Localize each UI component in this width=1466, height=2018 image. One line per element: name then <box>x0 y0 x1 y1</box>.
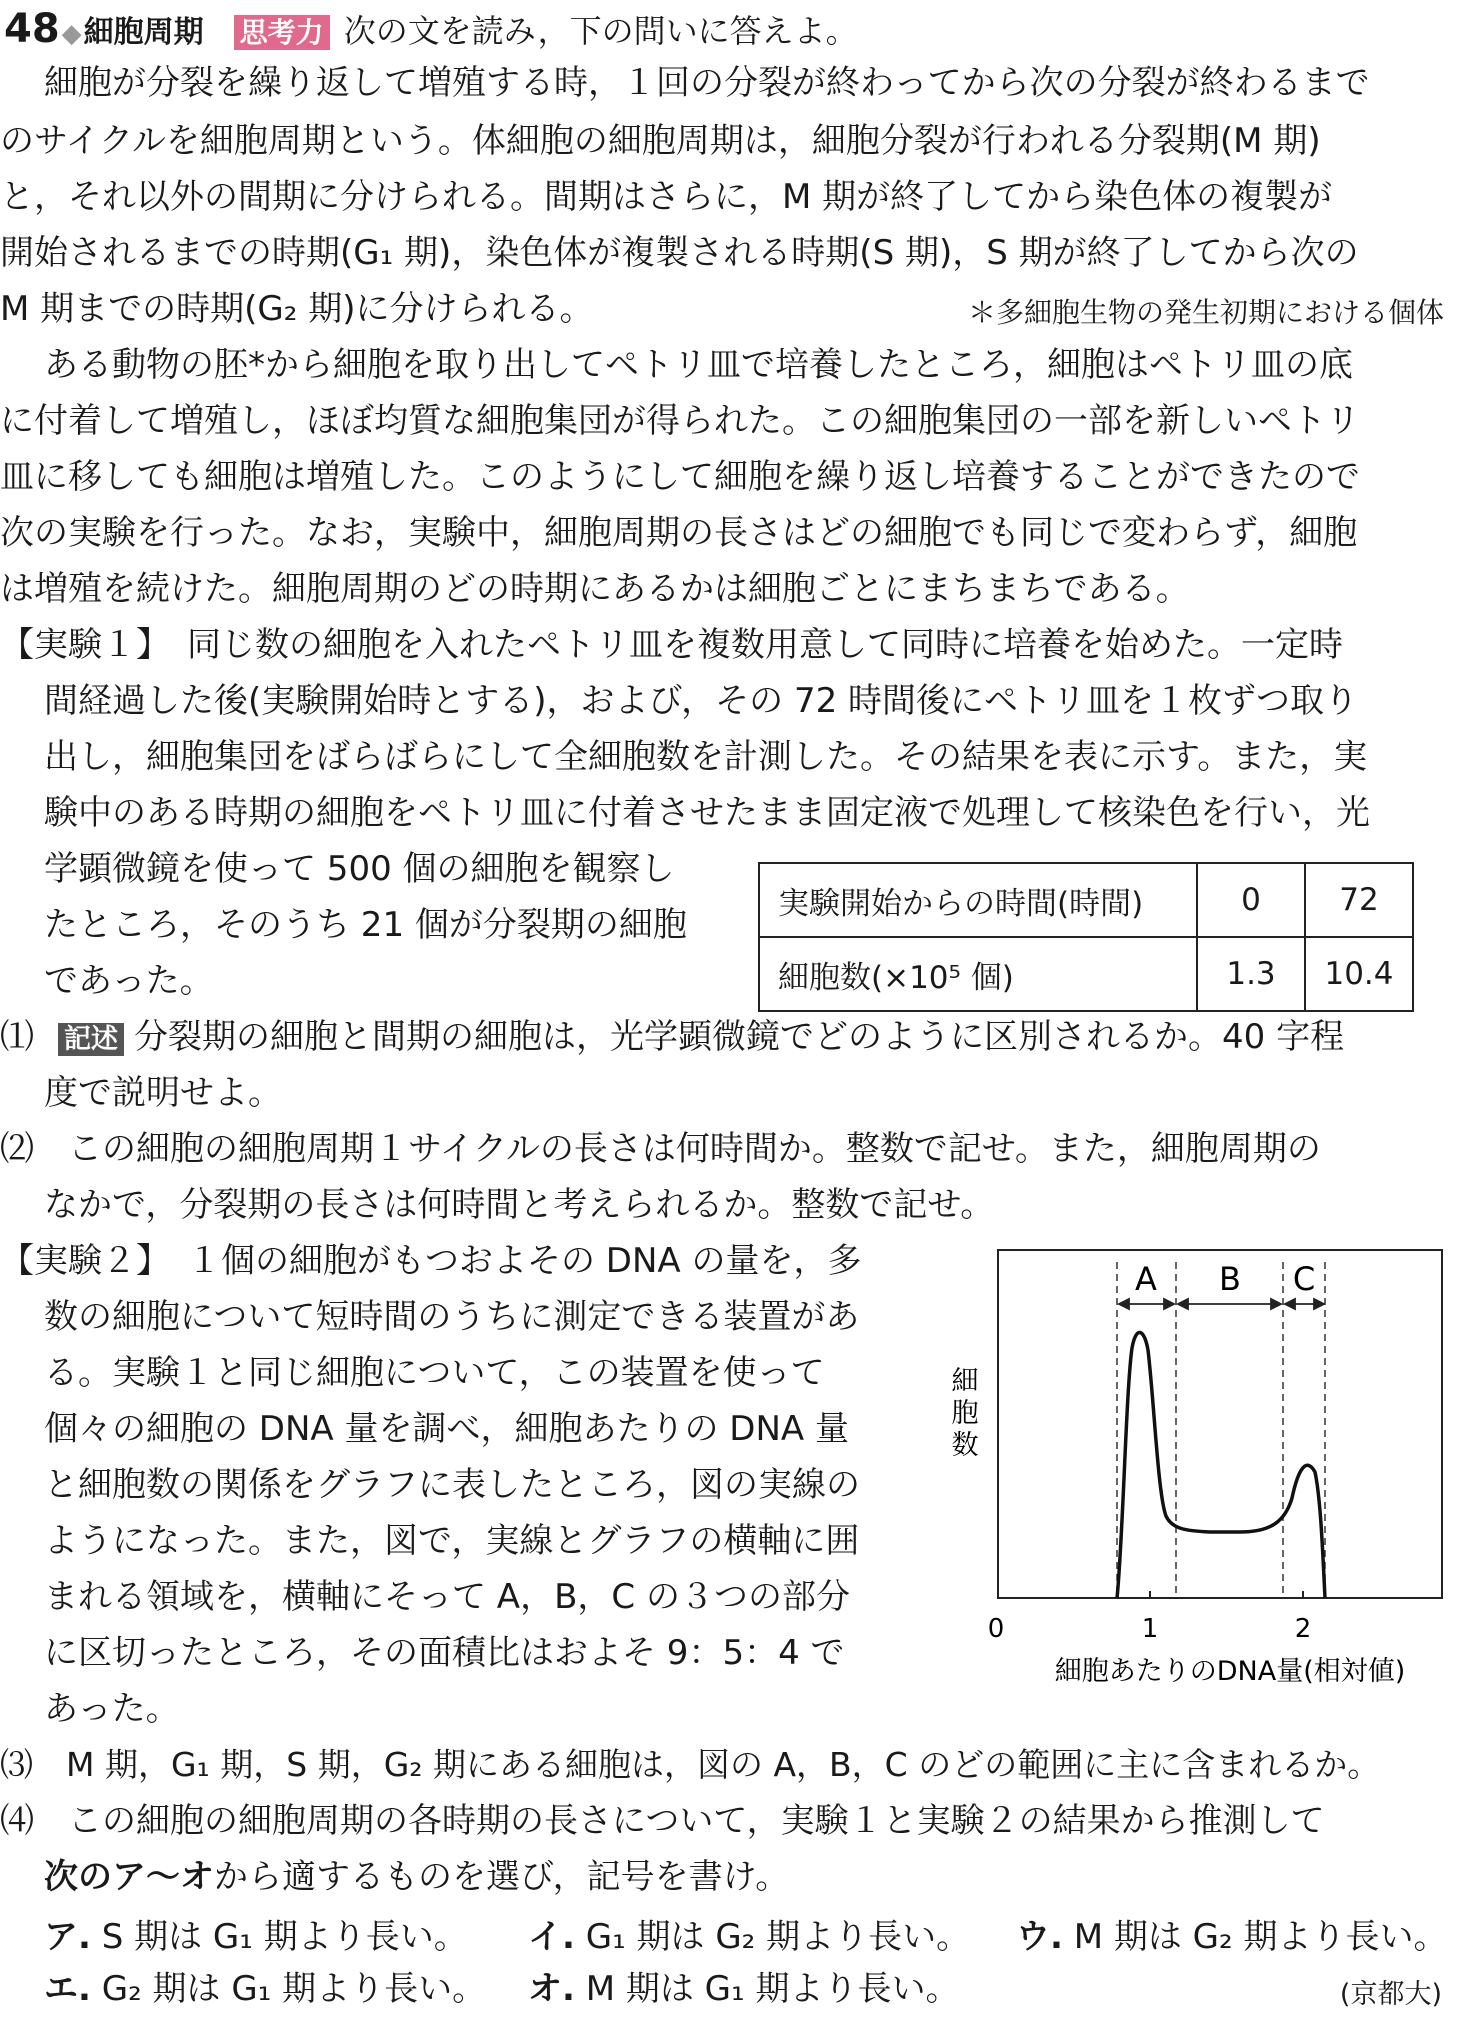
para2-line: に付着して増殖し，ほぼ均質な細胞集団が得られた。この細胞集団の一部を新しいペトリ <box>0 401 1360 441</box>
question-2: ⑵ この細胞の細胞周期１サイクルの長さは何時間か。整数で記せ。また，細胞周期の <box>0 1129 1321 1169</box>
intro-line: と，それ以外の間期に分けられる。間期はさらに，M 期が終了してから染色体の複製が <box>0 177 1333 217</box>
y-axis-label-char: 胞 <box>951 1398 979 1429</box>
region-label-b: B <box>1219 1260 1241 1298</box>
plot-frame <box>998 1250 1442 1598</box>
x-tick-label: 1 <box>1141 1614 1159 1644</box>
thinking-tag: 思考力 <box>234 15 330 50</box>
para2-line: 次の実験を行った。なお，実験中，細胞周期の長さはどの細胞でも同じで変わらず，細胞 <box>0 513 1358 553</box>
question-4-text: から適するものを選び，記号を書け。 <box>214 1857 790 1897</box>
exp2-line: 数の細胞について短時間のうちに測定できる装置があ <box>44 1297 860 1337</box>
region-dividers <box>1117 1262 1325 1598</box>
intro-line: のサイクルを細胞周期という。体細胞の細胞周期は，細胞分裂が行われる分裂期(M 期) <box>0 121 1321 161</box>
table-cell: 1.3 <box>1197 937 1305 1011</box>
table-cell: 10.4 <box>1305 937 1413 1011</box>
dna-distribution-curve <box>1117 1332 1325 1598</box>
exp2-line: ようになった。また，図で，実線とグラフの横軸に囲 <box>44 1521 860 1561</box>
exp2-line: と細胞数の関係をグラフに表したところ，図の実線の <box>44 1465 860 1505</box>
exp1-line: 出し，細胞集団をばらばらにして全細胞数を計測した。その結果を表に示す。また，実 <box>44 737 1368 777</box>
dna-histogram-figure <box>940 1240 1460 1700</box>
exp1-line: であった。 <box>44 961 214 1001</box>
para2-line: 皿に移しても細胞は増殖した。このようにして細胞を繰り返し培養することができたので <box>0 457 1360 497</box>
region-arrows <box>1119 1299 1324 1309</box>
choice-key: ウ. <box>1016 1917 1063 1957</box>
exp2-line: あった。 <box>44 1689 180 1729</box>
para2-line: は増殖を続けた。細胞周期のどの時期にあるかは細胞ごとにまちまちである。 <box>0 569 1190 609</box>
question-4: ⑷ この細胞の細胞周期の各時期の長さについて，実験１と実験２の結果から推測して <box>0 1801 1325 1841</box>
question-3: ⑶ M 期，G₁ 期，S 期，G₂ 期にある細胞は，図の A，B，C のどの範囲に主に含まれるか。 <box>0 1745 1381 1784</box>
intro-line: 開始されるまでの時期(G₁ 期)，染色体が複製される時期(S 期)，S 期が終了してから次の <box>0 233 1359 273</box>
instruction-text: 次の文を読み，下の問いに答えよ。 <box>343 12 858 50</box>
exp1-line: たところ，そのうち 21 個が分裂期の細胞 <box>44 905 687 945</box>
question-number: ⑴ <box>0 1017 34 1057</box>
choice-i <box>528 1908 970 1966</box>
choice-u <box>1016 1908 1447 1966</box>
exp2-line: る。実験１と同じ細胞について，この装置を使って <box>44 1353 825 1393</box>
intro-line: M 期までの時期(G₂ 期)に分けられる。 <box>0 289 594 329</box>
table-row <box>759 937 1413 1011</box>
table-cell: 実験開始からの時間(時間) <box>759 863 1197 937</box>
exp2-line: 個々の細胞の DNA 量を調べ，細胞あたりの DNA 量 <box>44 1409 849 1449</box>
x-tick-label: 2 <box>1294 1614 1312 1644</box>
choice-e <box>44 1960 486 2018</box>
choice-text: G₂ 期は G₁ 期より長い。 <box>90 1969 487 2009</box>
exp1-line: 【実験１】 同じ数の細胞を入れたペトリ皿を複数用意して同時に培養を始めた。一定時 <box>0 625 1343 665</box>
region-label-c: C <box>1292 1260 1316 1298</box>
choice-o <box>528 1960 959 2018</box>
choice-key: エ. <box>44 1969 91 2009</box>
para2-line: ある動物の胚*から細胞を取り出してペトリ皿で培養したところ，細胞はペトリ皿の底 <box>44 345 1353 385</box>
choice-key: ア. <box>44 1917 91 1957</box>
x-origin-label: 0 <box>987 1614 1005 1644</box>
choice-text: G₁ 期は G₂ 期より長い。 <box>574 1917 971 1957</box>
table-row <box>759 863 1413 937</box>
exp1-line: 間経過した後(実験開始時とする)，および，その 72 時間後にペトリ皿を１枚ずつ取り <box>44 681 1359 721</box>
choice-range: 次のア～オ <box>44 1857 214 1897</box>
exp1-line: 学顕微鏡を使って 500 個の細胞を観察し <box>44 849 675 889</box>
problem-number: 48 <box>4 6 60 52</box>
diamond-icon: ◆ <box>61 19 82 49</box>
choice-key: イ. <box>528 1917 575 1957</box>
exp2-line: まれる領域を，横軸にそって A，B，C の３つの部分 <box>44 1577 850 1617</box>
table-cell: 0 <box>1197 863 1305 937</box>
exp1-line: 験中のある時期の細胞をペトリ皿に付着させたまま固定液で処理して核染色を行い，光 <box>44 793 1370 833</box>
written-answer-tag: 記述 <box>58 1023 124 1056</box>
table-cell: 細胞数(×10⁵ 個) <box>759 937 1197 1011</box>
question-4-cont <box>44 1848 789 1906</box>
question-1-cont: 度で説明せよ。 <box>44 1073 282 1113</box>
results-table <box>758 862 1414 1012</box>
intro-line: 細胞が分裂を繰り返して増殖する時，１回の分裂が終わってから次の分裂が終わるまで <box>44 63 1370 103</box>
exp2-line: 【実験２】 １個の細胞がもつおよその DNA の量を，多 <box>0 1241 862 1281</box>
choice-a <box>44 1908 468 1966</box>
exp2-line: に区切ったところ，その面積比はおよそ 9：5：4 で <box>44 1633 845 1673</box>
choice-text: M 期は G₁ 期より長い。 <box>574 1969 960 2009</box>
x-axis-label: 細胞あたりのDNA量(相対値) <box>1054 1656 1406 1687</box>
question-text: 分裂期の細胞と間期の細胞は，光学顕微鏡でどのように区別されるか。40 字程 <box>134 1017 1345 1057</box>
problem-topic: 細胞周期 <box>83 15 204 50</box>
choice-key: オ. <box>528 1969 575 2009</box>
region-label-a: A <box>1135 1260 1157 1298</box>
question-1 <box>0 1008 1344 1069</box>
choice-text: S 期は G₁ 期より長い。 <box>90 1917 468 1957</box>
table-cell: 72 <box>1305 863 1413 937</box>
choice-text: M 期は G₂ 期より長い。 <box>1062 1917 1448 1957</box>
y-axis-label-char: 数 <box>951 1430 979 1461</box>
footnote: ＊多細胞生物の発生初期における個体 <box>967 296 1444 329</box>
question-2-cont: なかで，分裂期の長さは何時間と考えられるか。整数で記せ。 <box>44 1185 995 1225</box>
source-citation: (京都大) <box>1339 1979 1442 2010</box>
y-axis-label-char: 細 <box>951 1366 979 1397</box>
